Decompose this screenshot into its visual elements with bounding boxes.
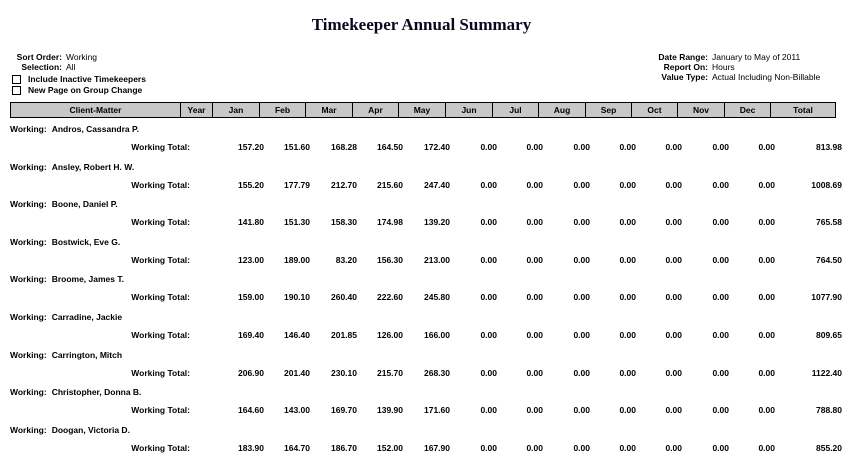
month-value-sep: 0.00: [619, 330, 636, 340]
month-value-jun: 0.00: [480, 179, 497, 190]
timekeeper-group: [10, 198, 842, 228]
month-value-may: 139.20: [424, 217, 450, 228]
month-value-may: 213.00: [424, 254, 450, 265]
row-total: 765.58: [816, 217, 842, 228]
group-prefix: Working:: [10, 274, 47, 285]
date-range-value: January to May of 2011: [712, 52, 801, 62]
month-value-jan: 183.90: [238, 442, 264, 453]
new-page-label: New Page on Group Change: [28, 85, 143, 95]
row-total: 855.20: [816, 442, 842, 453]
month-value-sep: 0.00: [619, 254, 636, 265]
month-value-dec: 0.00: [758, 217, 775, 228]
month-value-jan: 169.40: [238, 330, 264, 340]
month-value-dec: 0.00: [758, 179, 775, 190]
date-range-label: Date Range:: [658, 52, 708, 62]
checkbox-icon[interactable]: [12, 86, 21, 95]
month-value-jan: 157.20: [238, 142, 264, 152]
group-prefix: Working:: [10, 387, 47, 398]
selection-label: Selection:: [21, 62, 62, 72]
month-value-may: 245.80: [424, 292, 450, 303]
checkbox-icon[interactable]: [12, 75, 21, 84]
row-total: 1122.40: [811, 367, 842, 378]
month-value-nov: 0.00: [712, 367, 729, 378]
column-header-mar: Mar: [306, 103, 353, 117]
working-total-row: [10, 217, 843, 229]
month-value-jun: 0.00: [480, 292, 497, 303]
month-value-jun: 0.00: [480, 217, 497, 228]
month-value-jun: 0.00: [480, 442, 497, 453]
month-value-apr: 215.60: [377, 179, 403, 190]
row-total: 788.80: [816, 405, 842, 416]
month-value-nov: 0.00: [712, 405, 729, 416]
month-value-jan: 164.60: [238, 405, 264, 416]
month-value-sep: 0.00: [619, 442, 636, 453]
month-value-nov: 0.00: [712, 142, 729, 152]
timekeeper-group: [10, 236, 842, 265]
total-label: Working Total:: [131, 442, 190, 453]
group-header: [10, 161, 836, 173]
timekeeper-group: [10, 311, 842, 340]
month-value-jul: 0.00: [526, 179, 543, 190]
column-header-jul: Jul: [493, 103, 539, 117]
month-value-jun: 0.00: [480, 405, 497, 416]
timekeeper-name: Christopher, Donna B.: [51, 387, 142, 398]
month-value-jun: 0.00: [480, 367, 497, 378]
month-value-apr: 164.50: [377, 142, 403, 152]
month-value-apr: 139.90: [377, 405, 403, 416]
month-value-mar: 260.40: [331, 292, 357, 303]
month-value-aug: 0.00: [573, 254, 590, 265]
timekeeper-name: Broome, James T.: [51, 274, 124, 285]
row-total: 809.65: [816, 330, 842, 340]
timekeeper-name: Bostwick, Eve G.: [51, 236, 121, 247]
month-value-oct: 0.00: [665, 254, 682, 265]
month-value-jan: 155.20: [238, 179, 264, 190]
total-label: Working Total:: [131, 254, 190, 265]
timekeeper-group: [10, 386, 842, 416]
month-value-sep: 0.00: [619, 142, 636, 152]
month-value-dec: 0.00: [758, 405, 775, 416]
month-value-feb: 189.00: [284, 254, 310, 265]
working-total-row: [10, 368, 843, 380]
group-header: [10, 123, 836, 135]
month-value-sep: 0.00: [619, 405, 636, 416]
month-value-jun: 0.00: [480, 254, 497, 265]
month-value-oct: 0.00: [665, 179, 682, 190]
month-value-jan: 206.90: [238, 367, 264, 378]
month-value-dec: 0.00: [758, 442, 775, 453]
working-total-row: [10, 292, 843, 304]
filter-info: [10, 52, 97, 72]
month-value-feb: 201.40: [284, 367, 310, 378]
month-value-may: 167.90: [424, 442, 450, 453]
group-prefix: Working:: [10, 161, 47, 172]
month-value-apr: 126.00: [377, 330, 403, 340]
month-value-nov: 0.00: [712, 442, 729, 453]
month-value-feb: 177.79: [284, 179, 310, 190]
month-value-feb: 146.40: [284, 330, 310, 340]
total-label: Working Total:: [131, 217, 190, 228]
month-value-apr: 174.98: [377, 217, 403, 228]
month-value-aug: 0.00: [573, 142, 590, 152]
month-value-dec: 0.00: [758, 254, 775, 265]
month-value-may: 268.30: [424, 367, 450, 378]
timekeeper-name: Andros, Cassandra P.: [51, 124, 139, 134]
timekeeper-name: Doogan, Victoria D.: [51, 424, 130, 435]
month-value-nov: 0.00: [712, 217, 729, 228]
month-value-aug: 0.00: [573, 442, 590, 453]
column-header-year: Year: [181, 103, 213, 117]
month-value-may: 166.00: [424, 330, 450, 340]
month-value-mar: 186.70: [331, 442, 357, 453]
month-value-jun: 0.00: [480, 142, 497, 152]
month-value-mar: 83.20: [335, 254, 357, 265]
month-value-nov: 0.00: [712, 330, 729, 340]
timekeeper-name: Ansley, Robert H. W.: [51, 161, 135, 172]
row-total: 1008.69: [811, 179, 842, 190]
month-value-mar: 201.85: [331, 330, 357, 340]
month-value-may: 172.40: [424, 142, 450, 152]
column-header-apr: Apr: [353, 103, 399, 117]
month-value-apr: 156.30: [377, 254, 403, 265]
timekeeper-name: Carrington, Mitch: [51, 349, 123, 360]
report-on-value: Hours: [712, 62, 735, 72]
working-total-row: [10, 255, 843, 267]
month-value-feb: 164.70: [284, 442, 310, 453]
month-value-mar: 212.70: [331, 179, 357, 190]
group-prefix: Working:: [10, 124, 47, 134]
month-value-oct: 0.00: [665, 292, 682, 303]
row-total: 813.98: [816, 142, 842, 152]
month-value-jun: 0.00: [480, 330, 497, 340]
month-value-jul: 0.00: [526, 330, 543, 340]
month-value-mar: 158.30: [331, 217, 357, 228]
group-prefix: Working:: [10, 312, 47, 322]
month-value-may: 171.60: [424, 405, 450, 416]
report-on-label: Report On:: [663, 62, 708, 72]
row-total: 764.50: [816, 254, 842, 265]
month-value-jul: 0.00: [526, 217, 543, 228]
column-header-feb: Feb: [260, 103, 306, 117]
value-type-value: Actual Including Non-Billable: [712, 72, 821, 82]
row-total: 1077.90: [811, 292, 842, 303]
month-value-nov: 0.00: [712, 179, 729, 190]
total-label: Working Total:: [131, 179, 190, 190]
timekeeper-name: Carradine, Jackie: [51, 312, 123, 322]
month-value-mar: 230.10: [331, 367, 357, 378]
month-value-sep: 0.00: [619, 179, 636, 190]
month-value-jul: 0.00: [526, 367, 543, 378]
month-value-oct: 0.00: [665, 142, 682, 152]
month-value-apr: 215.70: [377, 367, 403, 378]
group-prefix: Working:: [10, 424, 47, 435]
column-header-dec: Dec: [725, 103, 771, 117]
month-value-jan: 159.00: [238, 292, 264, 303]
month-value-jul: 0.00: [526, 292, 543, 303]
column-header-nov: Nov: [678, 103, 725, 117]
report-title: Timekeeper Annual Summary: [311, 15, 532, 34]
total-label: Working Total:: [131, 330, 190, 340]
month-value-feb: 190.10: [284, 292, 310, 303]
group-header: [10, 424, 836, 436]
working-total-row: [10, 142, 843, 154]
month-value-mar: 169.70: [331, 405, 357, 416]
group-prefix: Working:: [10, 349, 47, 360]
month-value-sep: 0.00: [619, 217, 636, 228]
group-header: [10, 198, 836, 210]
timekeeper-group: [10, 349, 842, 378]
column-header-sep: Sep: [586, 103, 632, 117]
timekeeper-name: Boone, Daniel P.: [51, 199, 118, 210]
month-value-nov: 0.00: [712, 254, 729, 265]
total-label: Working Total:: [131, 142, 190, 152]
column-header-may: May: [399, 103, 446, 117]
month-value-oct: 0.00: [665, 330, 682, 340]
month-value-apr: 222.60: [377, 292, 403, 303]
month-value-jul: 0.00: [526, 405, 543, 416]
month-value-oct: 0.00: [665, 442, 682, 453]
month-value-jul: 0.00: [526, 254, 543, 265]
column-header-jan: Jan: [213, 103, 260, 117]
include-inactive-label: Include Inactive Timekeepers: [28, 74, 146, 84]
column-header-aug: Aug: [539, 103, 586, 117]
sort-order-value: Working: [66, 52, 98, 62]
sort-order-label: Sort Order:: [16, 52, 62, 62]
group-header: [10, 386, 836, 398]
month-value-aug: 0.00: [573, 330, 590, 340]
total-label: Working Total:: [131, 367, 190, 378]
month-value-dec: 0.00: [758, 330, 775, 340]
group-header: [10, 349, 836, 361]
timekeeper-group: [10, 273, 842, 303]
selection-value: All: [66, 62, 76, 72]
column-header-jun: Jun: [446, 103, 493, 117]
group-prefix: Working:: [10, 236, 47, 247]
new-page-checkbox[interactable]: [12, 85, 142, 95]
group-header: [10, 273, 836, 285]
month-value-feb: 151.30: [284, 217, 310, 228]
month-value-feb: 143.00: [284, 405, 310, 416]
month-value-jul: 0.00: [526, 442, 543, 453]
column-header-clientmatter: Client-Matter: [11, 103, 181, 117]
month-value-aug: 0.00: [573, 179, 590, 190]
total-label: Working Total:: [131, 405, 190, 416]
month-value-oct: 0.00: [665, 405, 682, 416]
value-type-label: Value Type:: [661, 72, 708, 82]
month-value-jan: 123.00: [238, 254, 264, 265]
include-inactive-checkbox[interactable]: [12, 74, 146, 84]
month-value-feb: 151.60: [284, 142, 310, 152]
working-total-row: [10, 180, 843, 192]
month-value-aug: 0.00: [573, 367, 590, 378]
month-value-aug: 0.00: [573, 292, 590, 303]
month-value-sep: 0.00: [619, 292, 636, 303]
month-value-mar: 168.28: [331, 142, 357, 152]
month-value-nov: 0.00: [712, 292, 729, 303]
month-value-dec: 0.00: [758, 367, 775, 378]
timekeeper-group: [10, 161, 842, 190]
group-header: [10, 311, 836, 323]
month-value-dec: 0.00: [758, 292, 775, 303]
month-value-sep: 0.00: [619, 367, 636, 378]
timekeeper-group: [10, 424, 842, 453]
working-total-row: [10, 330, 843, 342]
month-value-aug: 0.00: [573, 217, 590, 228]
month-value-apr: 152.00: [377, 442, 403, 453]
table-header: [10, 102, 836, 118]
group-header: [10, 236, 836, 248]
month-value-oct: 0.00: [665, 367, 682, 378]
month-value-jan: 141.80: [238, 217, 264, 228]
timekeeper-group: [10, 123, 842, 152]
month-value-oct: 0.00: [665, 217, 682, 228]
month-value-may: 247.40: [424, 179, 450, 190]
month-value-jul: 0.00: [526, 142, 543, 152]
month-value-aug: 0.00: [573, 405, 590, 416]
column-header-total: Total: [793, 105, 813, 115]
total-label: Working Total:: [131, 292, 190, 303]
month-value-dec: 0.00: [758, 142, 775, 152]
column-header-oct: Oct: [632, 103, 678, 117]
working-total-row: [10, 405, 843, 417]
group-prefix: Working:: [10, 199, 47, 210]
report-info: [620, 52, 820, 82]
